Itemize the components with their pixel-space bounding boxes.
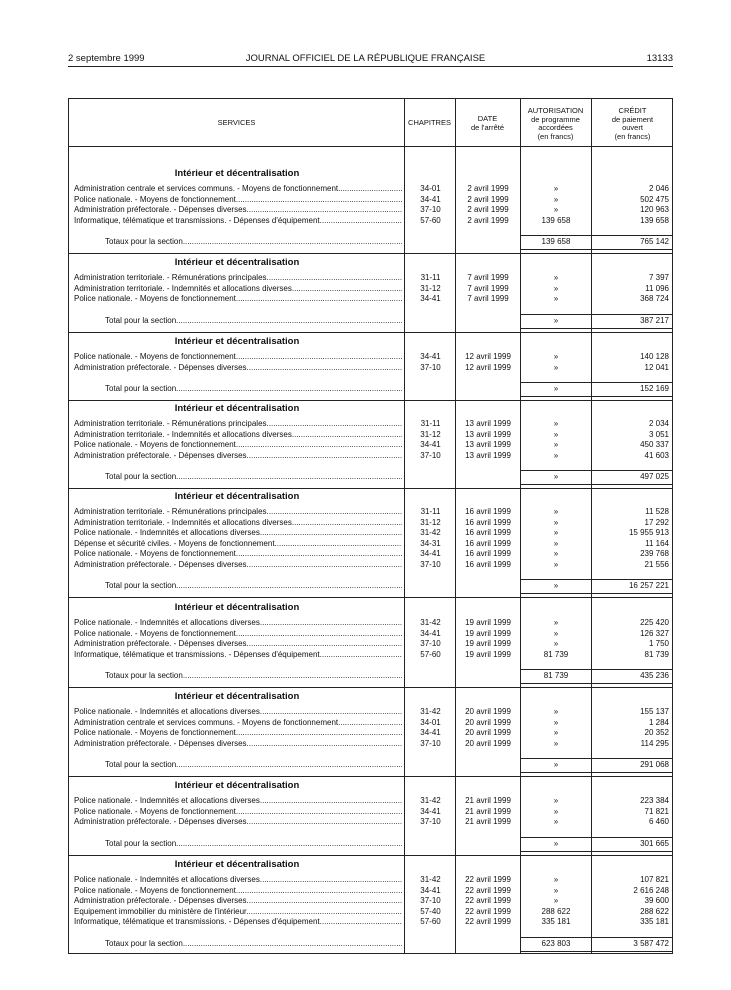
col-header-credit-line: ouvert — [622, 123, 643, 132]
date-cell: 12 avril 1999 — [465, 352, 511, 361]
autorisation-cell: » — [553, 628, 559, 638]
autorisation-cell: » — [553, 738, 559, 748]
date-cell: 12 avril 1999 — [465, 362, 511, 372]
total-credit: 3 587 472 — [633, 938, 669, 948]
section-title: Intérieur et décentralisation — [174, 780, 300, 791]
table-row — [69, 707, 674, 717]
service-cell: Informatique, télématique et transmissions. - Dépenses d'équipement ..... — [74, 650, 402, 660]
total-autorisation: » — [553, 472, 559, 481]
credit-cell: 450 337 — [640, 440, 669, 449]
date-cell: 16 avril 1999 — [465, 538, 511, 548]
date-cell: 22 avril 1999 — [465, 906, 511, 916]
service-cell: Administration préfectorale. - Dépenses diverses ..... — [74, 560, 402, 570]
credit-cell: 2 034 — [648, 419, 669, 428]
section-title: Intérieur et décentralisation — [174, 336, 300, 347]
autorisation-cell: » — [553, 796, 559, 805]
chapitre-cell: 31-11 — [420, 273, 441, 282]
date-cell: 21 avril 1999 — [465, 796, 511, 805]
col-header-date-line: de l'arrêté — [470, 122, 505, 132]
table-row — [69, 917, 674, 927]
credit-cell: 11 164 — [645, 538, 669, 548]
table-row — [69, 440, 674, 450]
autorisation-cell: » — [553, 875, 559, 884]
autorisation-cell: » — [553, 429, 559, 439]
table-row — [69, 451, 674, 461]
table-row — [69, 205, 674, 215]
autorisation-cell: » — [553, 717, 559, 727]
date-cell: 22 avril 1999 — [465, 875, 511, 884]
section-title: Intérieur et décentralisation — [174, 403, 300, 414]
service-cell: Administration préfectorale. - Dépenses diverses ..... — [74, 451, 402, 461]
credit-cell: 368 724 — [640, 294, 669, 303]
chapitre-cell: 31-42 — [420, 528, 441, 537]
total-label: Totaux pour la section ..... — [105, 671, 402, 681]
credit-cell: 39 600 — [644, 896, 669, 905]
col-header-date — [455, 115, 520, 132]
service-cell: Administration préfectorale. - Dépenses diverses ..... — [74, 639, 402, 649]
date-cell: 13 avril 1999 — [465, 419, 511, 428]
col-header-credit-line: (en francs) — [614, 131, 651, 141]
service-cell: Informatique, télématique et transmissions. - Dépenses d'équipement ..... — [74, 216, 402, 226]
table-row — [69, 294, 674, 304]
autorisation-cell: » — [553, 639, 559, 648]
credit-cell: 81 739 — [644, 649, 669, 659]
col-header-services-text: SERVICES — [217, 118, 256, 127]
header-page-number: 13133 — [646, 53, 673, 64]
total-credit: 387 217 — [640, 315, 669, 325]
chapitre-cell: 37-10 — [420, 559, 441, 569]
date-cell: 22 avril 1999 — [465, 896, 511, 905]
credit-cell: 140 128 — [640, 352, 669, 361]
autorisation-cell: » — [553, 507, 559, 516]
chapitre-cell: 57-40 — [420, 906, 441, 916]
header-rule — [68, 66, 673, 67]
total-row — [69, 939, 674, 949]
chapitre-cell: 37-10 — [420, 450, 441, 460]
service-cell: Dépense et sécurité civiles. - Moyens de fonctionnement ..... — [74, 539, 402, 549]
chapitre-cell: 37-10 — [420, 817, 441, 826]
table-row — [69, 886, 674, 896]
table-row — [69, 817, 674, 827]
col-header-services — [69, 119, 404, 128]
table-row — [69, 273, 674, 283]
credit-cell: 139 658 — [640, 215, 669, 225]
date-cell: 20 avril 1999 — [465, 707, 511, 716]
col-header-autorisation-line: de programme — [531, 114, 580, 124]
date-cell: 16 avril 1999 — [465, 517, 511, 527]
service-cell: Police nationale. - Moyens de fonctionnement ..... — [74, 294, 402, 304]
credit-cell: 21 556 — [644, 559, 669, 569]
credit-cell: 2 046 — [648, 184, 669, 193]
date-cell: 20 avril 1999 — [465, 728, 511, 737]
col-header-credit-line: CRÉDIT — [618, 106, 647, 115]
section-title: Intérieur et décentralisation — [174, 168, 300, 179]
credit-cell: 41 603 — [644, 450, 669, 460]
section-separator — [69, 332, 672, 333]
autorisation-cell: » — [553, 517, 559, 527]
section-separator — [69, 400, 672, 401]
autorisation-cell: » — [553, 707, 559, 716]
date-cell: 16 avril 1999 — [465, 507, 511, 516]
date-cell: 16 avril 1999 — [465, 528, 511, 537]
chapitre-cell: 31-12 — [420, 283, 441, 293]
service-cell: Administration centrale et services communs. - Moyens de fonctionnement ..... — [74, 184, 402, 194]
chapitre-cell: 34-41 — [420, 194, 441, 204]
section-title: Intérieur et décentralisation — [174, 491, 300, 502]
service-cell: Police nationale. - Indemnités et allocations diverses ..... — [74, 796, 402, 806]
section-separator — [69, 597, 672, 598]
date-cell: 20 avril 1999 — [465, 738, 511, 748]
service-cell: Police nationale. - Moyens de fonctionnement ..... — [74, 440, 402, 450]
chapitre-cell: 34-31 — [420, 538, 441, 548]
service-cell: Police nationale. - Indemnités et allocations diverses ..... — [74, 875, 402, 885]
table-row — [69, 528, 674, 538]
credit-cell: 288 622 — [640, 906, 669, 916]
table-row — [69, 184, 674, 194]
table-row — [69, 216, 674, 226]
service-cell: Administration préfectorale. - Dépenses diverses ..... — [74, 363, 402, 373]
date-cell: 21 avril 1999 — [465, 806, 511, 816]
autorisation-cell: » — [553, 273, 559, 282]
credits-table — [68, 98, 673, 954]
service-cell: Administration territoriale. - Indemnités et allocations diverses ..... — [74, 430, 402, 440]
table-row — [69, 539, 674, 549]
credit-cell: 11 528 — [645, 507, 669, 516]
table-row — [69, 650, 674, 660]
col-header-autorisation-line: (en francs) — [537, 131, 574, 141]
total-row — [69, 316, 674, 326]
autorisation-cell: » — [553, 806, 559, 816]
autorisation-cell: » — [553, 352, 559, 361]
total-label: Total pour la section ..... — [105, 384, 402, 394]
total-credit: 497 025 — [640, 472, 669, 481]
header-date: 2 septembre 1999 — [68, 53, 145, 64]
total-row — [69, 760, 674, 770]
col-header-chapitres-text: CHAPITRES — [408, 118, 451, 127]
total-row — [69, 581, 674, 591]
chapitre-cell: 34-41 — [420, 352, 441, 361]
service-cell: Police nationale. - Indemnités et allocations diverses ..... — [74, 707, 402, 717]
col-header-date-line: DATE — [477, 114, 498, 123]
credit-cell: 239 768 — [640, 549, 669, 558]
section-title: Intérieur et décentralisation — [174, 859, 300, 870]
total-row — [69, 839, 674, 849]
col-header-credit-line: de paiement — [611, 114, 654, 124]
service-cell: Administration préfectorale. - Dépenses diverses ..... — [74, 896, 402, 906]
autorisation-cell: » — [553, 538, 559, 548]
table-row — [69, 896, 674, 906]
section-separator — [69, 253, 672, 254]
table-row — [69, 363, 674, 373]
service-cell: Administration préfectorale. - Dépenses diverses ..... — [74, 739, 402, 749]
credit-cell: 155 137 — [640, 707, 669, 716]
total-label: Total pour la section ..... — [105, 581, 402, 591]
chapitre-cell: 57-60 — [420, 917, 441, 926]
credit-cell: 3 051 — [648, 429, 669, 439]
chapitre-cell: 34-41 — [420, 294, 441, 303]
autorisation-cell: » — [553, 728, 559, 737]
credit-cell: 17 292 — [644, 517, 669, 527]
date-cell: 22 avril 1999 — [465, 917, 511, 926]
service-cell: Police nationale. - Moyens de fonctionnement ..... — [74, 629, 402, 639]
section-separator — [69, 488, 672, 489]
autorisation-cell: » — [553, 450, 559, 460]
chapitre-cell: 34-01 — [420, 717, 441, 727]
date-cell: 13 avril 1999 — [465, 440, 511, 449]
table-row — [69, 195, 674, 205]
credit-cell: 15 955 913 — [628, 528, 669, 537]
autorisation-cell: 139 658 — [541, 215, 571, 225]
date-cell: 16 avril 1999 — [465, 549, 511, 558]
credit-cell: 126 327 — [640, 628, 669, 638]
total-autorisation: 81 739 — [543, 671, 569, 680]
service-cell: Administration territoriale. - Indemnités et allocations diverses ..... — [74, 284, 402, 294]
service-cell: Police nationale. - Indemnités et allocations diverses ..... — [74, 528, 402, 538]
date-cell: 7 avril 1999 — [467, 283, 509, 293]
autorisation-cell: 81 739 — [543, 649, 569, 659]
table-row — [69, 352, 674, 362]
chapitre-cell: 31-42 — [420, 796, 441, 805]
date-cell: 16 avril 1999 — [465, 559, 511, 569]
total-label: Total pour la section ..... — [105, 316, 402, 326]
section-title: Intérieur et décentralisation — [174, 602, 300, 613]
table-row — [69, 560, 674, 570]
chapitre-cell: 37-10 — [420, 362, 441, 372]
credit-cell: 1 284 — [648, 717, 669, 727]
chapitre-cell: 57-60 — [420, 215, 441, 225]
table-row — [69, 875, 674, 885]
credit-cell: 223 384 — [640, 796, 669, 805]
service-cell: Police nationale. - Moyens de fonctionnement ..... — [74, 195, 402, 205]
total-credit: 16 257 221 — [628, 581, 669, 590]
total-autorisation: » — [553, 581, 559, 590]
col-header-autorisation-line: AUTORISATION — [527, 106, 584, 115]
total-row — [69, 384, 674, 394]
section-separator — [69, 855, 672, 856]
chapitre-cell: 34-41 — [420, 728, 441, 737]
autorisation-cell: » — [553, 817, 559, 826]
date-cell: 7 avril 1999 — [467, 273, 509, 282]
table-row — [69, 507, 674, 517]
table-row — [69, 618, 674, 628]
table-row — [69, 739, 674, 749]
total-credit: 301 665 — [640, 838, 669, 848]
total-row — [69, 472, 674, 482]
service-cell: Equipement immobilier du ministère de l'intérieur ..... — [74, 907, 402, 917]
date-cell: 2 avril 1999 — [467, 194, 509, 204]
total-autorisation: » — [553, 838, 559, 848]
date-cell: 19 avril 1999 — [465, 628, 511, 638]
chapitre-cell: 34-41 — [420, 806, 441, 816]
autorisation-cell: » — [553, 528, 559, 537]
service-cell: Administration territoriale. - Indemnités et allocations diverses ..... — [74, 518, 402, 528]
table-row — [69, 518, 674, 528]
autorisation-cell: 288 622 — [541, 906, 571, 916]
chapitre-cell: 31-12 — [420, 429, 441, 439]
autorisation-cell: » — [553, 194, 559, 204]
credit-cell: 20 352 — [644, 728, 669, 737]
col-header-chapitres — [404, 119, 455, 128]
credit-cell: 225 420 — [640, 618, 669, 627]
autorisation-cell: » — [553, 618, 559, 627]
table-row — [69, 549, 674, 559]
table-row — [69, 419, 674, 429]
total-autorisation: » — [553, 315, 559, 325]
chapitre-cell: 37-10 — [420, 738, 441, 748]
credit-cell: 107 821 — [640, 875, 669, 884]
service-cell: Informatique, télématique et transmissions. - Dépenses d'équipement ..... — [74, 917, 402, 927]
table-row — [69, 718, 674, 728]
credit-cell: 114 295 — [640, 738, 669, 748]
section-separator — [69, 776, 672, 777]
total-label: Total pour la section ..... — [105, 839, 402, 849]
chapitre-cell: 34-41 — [420, 885, 441, 895]
chapitre-cell: 31-12 — [420, 517, 441, 527]
credit-cell: 71 821 — [644, 806, 669, 816]
credit-cell: 335 181 — [640, 917, 669, 926]
chapitre-cell: 37-10 — [420, 896, 441, 905]
autorisation-cell: » — [553, 294, 559, 303]
date-cell: 2 avril 1999 — [467, 184, 509, 193]
chapitre-cell: 37-10 — [420, 639, 441, 648]
chapitre-cell: 34-01 — [420, 184, 441, 193]
total-autorisation: 623 803 — [541, 938, 571, 948]
total-label: Totaux pour la section ..... — [105, 237, 402, 247]
chapitre-cell: 37-10 — [420, 205, 441, 214]
credit-cell: 502 475 — [640, 194, 669, 204]
autorisation-cell: » — [553, 184, 559, 193]
credit-cell: 11 096 — [645, 283, 669, 293]
chapitre-cell: 31-11 — [420, 507, 441, 516]
date-cell: 2 avril 1999 — [467, 215, 509, 225]
section-title: Intérieur et décentralisation — [174, 691, 300, 702]
service-cell: Administration préfectorale. - Dépenses diverses ..... — [74, 205, 402, 215]
date-cell: 13 avril 1999 — [465, 450, 511, 460]
total-label: Totaux pour la section ..... — [105, 939, 402, 949]
table-row — [69, 907, 674, 917]
autorisation-cell: » — [553, 283, 559, 293]
autorisation-cell: » — [553, 362, 559, 372]
date-cell: 19 avril 1999 — [465, 618, 511, 627]
service-cell: Administration préfectorale. - Dépenses diverses ..... — [74, 817, 402, 827]
credit-cell: 12 041 — [644, 362, 669, 372]
service-cell: Police nationale. - Moyens de fonctionnement ..... — [74, 807, 402, 817]
total-credit: 435 236 — [640, 671, 669, 680]
date-cell: 7 avril 1999 — [467, 294, 509, 303]
chapitre-cell: 34-41 — [420, 549, 441, 558]
date-cell: 19 avril 1999 — [465, 639, 511, 648]
col-header-credit — [591, 107, 674, 141]
service-cell: Administration territoriale. - Rémunérations principales ..... — [74, 507, 402, 517]
service-cell: Police nationale. - Moyens de fonctionnement ..... — [74, 728, 402, 738]
total-label: Total pour la section ..... — [105, 472, 402, 482]
credit-cell: 120 963 — [640, 205, 669, 214]
credit-cell: 6 460 — [648, 817, 669, 826]
credit-cell: 7 397 — [648, 273, 669, 282]
total-credit: 765 142 — [640, 237, 669, 246]
total-autorisation: 139 658 — [541, 237, 571, 246]
autorisation-cell: » — [553, 549, 559, 558]
total-credit: 291 068 — [640, 760, 669, 769]
date-cell: 2 avril 1999 — [467, 205, 509, 214]
service-cell: Police nationale. - Moyens de fonctionnement ..... — [74, 352, 402, 362]
chapitre-cell: 34-41 — [420, 440, 441, 449]
table-row — [69, 728, 674, 738]
date-cell: 19 avril 1999 — [465, 649, 511, 659]
header-row-rule — [69, 146, 672, 147]
col-header-autorisation — [520, 107, 591, 141]
table-row — [69, 807, 674, 817]
date-cell: 20 avril 1999 — [465, 717, 511, 727]
autorisation-cell: » — [553, 559, 559, 569]
autorisation-cell: » — [553, 205, 559, 214]
autorisation-cell: » — [553, 419, 559, 428]
table-row — [69, 284, 674, 294]
section-separator — [69, 687, 672, 688]
service-cell: Police nationale. - Moyens de fonctionnement ..... — [74, 549, 402, 559]
table-row — [69, 629, 674, 639]
total-autorisation: » — [553, 384, 559, 393]
service-cell: Police nationale. - Moyens de fonctionnement ..... — [74, 886, 402, 896]
date-cell: 21 avril 1999 — [465, 817, 511, 826]
col-header-autorisation-line: accordées — [538, 123, 573, 132]
section-title: Intérieur et décentralisation — [174, 257, 300, 268]
chapitre-cell: 31-42 — [420, 618, 441, 627]
chapitre-cell: 31-42 — [420, 707, 441, 716]
service-cell: Administration territoriale. - Rémunérations principales ..... — [74, 419, 402, 429]
autorisation-cell: » — [553, 440, 559, 449]
service-cell: Administration centrale et services communs. - Moyens de fonctionnement ..... — [74, 718, 402, 728]
service-cell: Police nationale. - Indemnités et allocations diverses ..... — [74, 618, 402, 628]
chapitre-cell: 31-11 — [420, 419, 441, 428]
table-row — [69, 639, 674, 649]
chapitre-cell: 31-42 — [420, 875, 441, 884]
service-cell: Administration territoriale. - Rémunérations principales ..... — [74, 273, 402, 283]
autorisation-cell: 335 181 — [541, 917, 571, 926]
total-autorisation: » — [553, 760, 559, 769]
total-label: Total pour la section ..... — [105, 760, 402, 770]
chapitre-cell: 34-41 — [420, 628, 441, 638]
date-cell: 22 avril 1999 — [465, 885, 511, 895]
credit-cell: 1 750 — [648, 639, 669, 648]
chapitre-cell: 57-60 — [420, 649, 441, 659]
total-row — [69, 671, 674, 681]
autorisation-cell: » — [553, 885, 559, 895]
total-row — [69, 237, 674, 247]
table-row — [69, 430, 674, 440]
date-cell: 13 avril 1999 — [465, 429, 511, 439]
autorisation-cell: » — [553, 896, 559, 905]
table-row — [69, 796, 674, 806]
header-journal-title: JOURNAL OFFICIEL DE LA RÉPUBLIQUE FRANÇAISE — [245, 53, 486, 64]
total-credit: 152 169 — [640, 384, 669, 393]
credit-cell: 2 616 248 — [633, 885, 669, 895]
